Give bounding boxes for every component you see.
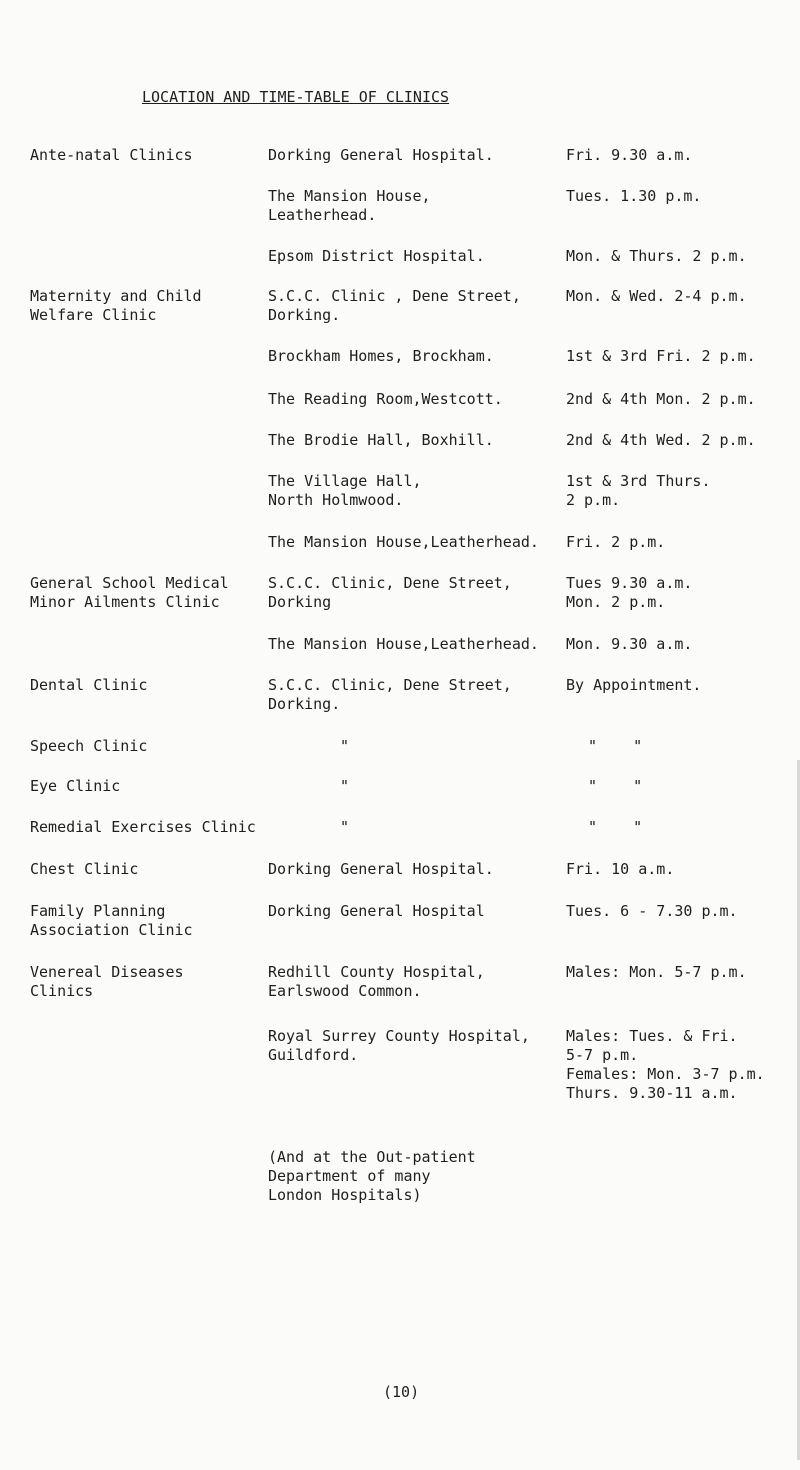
clinic-time: Mon. & Thurs. 2 p.m.: [566, 247, 747, 265]
clinic-time: 1st & 3rd Fri. 2 p.m.: [566, 347, 756, 365]
clinic-time: Mon. & Wed. 2-4 p.m.: [566, 287, 747, 305]
clinic-name: Eye Clinic: [30, 777, 121, 795]
clinic-name: Ante-natal Clinics: [30, 146, 193, 164]
clinic-location: Dorking General Hospital.: [268, 860, 494, 878]
clinic-name: General School Medical Minor Ailments Clinic: [30, 574, 229, 611]
ditto-mark: ": [340, 818, 350, 836]
clinic-name: Venereal Diseases Clinics: [30, 963, 184, 1000]
page-number: (10): [383, 1383, 420, 1401]
clinic-name: Family Planning Association Clinic: [30, 902, 193, 939]
clinic-time: Tues. 1.30 p.m.: [566, 187, 702, 205]
ditto-mark: " ": [588, 777, 643, 795]
clinic-name: Maternity and Child Welfare Clinic: [30, 287, 202, 324]
clinic-time: Fri. 2 p.m.: [566, 533, 666, 551]
clinic-location: S.C.C. Clinic, Dene Street, Dorking: [268, 574, 512, 611]
ditto-mark: " ": [588, 818, 643, 836]
clinic-name: Remedial Exercises Clinic: [30, 818, 256, 836]
clinic-time: Tues 9.30 a.m. Mon. 2 p.m.: [566, 574, 693, 611]
ditto-mark: ": [340, 737, 350, 755]
clinic-time: Males: Mon. 5-7 p.m.: [566, 963, 747, 981]
clinic-time: 2nd & 4th Wed. 2 p.m.: [566, 431, 756, 449]
clinic-name: Chest Clinic: [30, 860, 139, 878]
footnote: (And at the Out-patient Department of many London Hospitals): [268, 1148, 476, 1204]
clinic-location: The Mansion House, Leatherhead.: [268, 187, 431, 224]
clinic-time: 1st & 3rd Thurs. 2 p.m.: [566, 472, 711, 509]
clinic-location: Dorking General Hospital.: [268, 146, 494, 164]
clinic-location: Royal Surrey County Hospital, Guildford.: [268, 1027, 530, 1064]
clinic-location: The Mansion House,Leatherhead.: [268, 635, 539, 653]
page-title: LOCATION AND TIME-TABLE OF CLINICS: [142, 88, 450, 106]
clinic-location: S.C.C. Clinic , Dene Street, Dorking.: [268, 287, 521, 324]
clinic-location: Epsom District Hospital.: [268, 247, 485, 265]
clinic-name: Dental Clinic: [30, 676, 148, 694]
clinic-time: Males: Tues. & Fri. 5-7 p.m. Females: Mon. 3-7 p.m. Thurs. 9.30-11 a.m.: [566, 1027, 765, 1102]
ditto-mark: ": [340, 777, 350, 795]
clinic-location: The Brodie Hall, Boxhill.: [268, 431, 494, 449]
clinic-time: Mon. 9.30 a.m.: [566, 635, 693, 653]
clinic-time: Fri. 10 a.m.: [566, 860, 675, 878]
clinic-location: The Mansion House,Leatherhead.: [268, 533, 539, 551]
clinic-time: Fri. 9.30 a.m.: [566, 146, 693, 164]
clinic-location: Redhill County Hospital, Earlswood Common.: [268, 963, 485, 1000]
clinic-name: Speech Clinic: [30, 737, 148, 755]
clinic-time: 2nd & 4th Mon. 2 p.m.: [566, 390, 756, 408]
clinic-location: Dorking General Hospital: [268, 902, 485, 920]
clinic-location: Brockham Homes, Brockham.: [268, 347, 494, 365]
ditto-mark: " ": [588, 737, 643, 755]
clinic-location: S.C.C. Clinic, Dene Street, Dorking.: [268, 676, 512, 713]
clinic-time: Tues. 6 - 7.30 p.m.: [566, 902, 738, 920]
clinic-time: By Appointment.: [566, 676, 702, 694]
clinic-location: The Village Hall, North Holmwood.: [268, 472, 422, 509]
clinic-location: The Reading Room,Westcott.: [268, 390, 503, 408]
